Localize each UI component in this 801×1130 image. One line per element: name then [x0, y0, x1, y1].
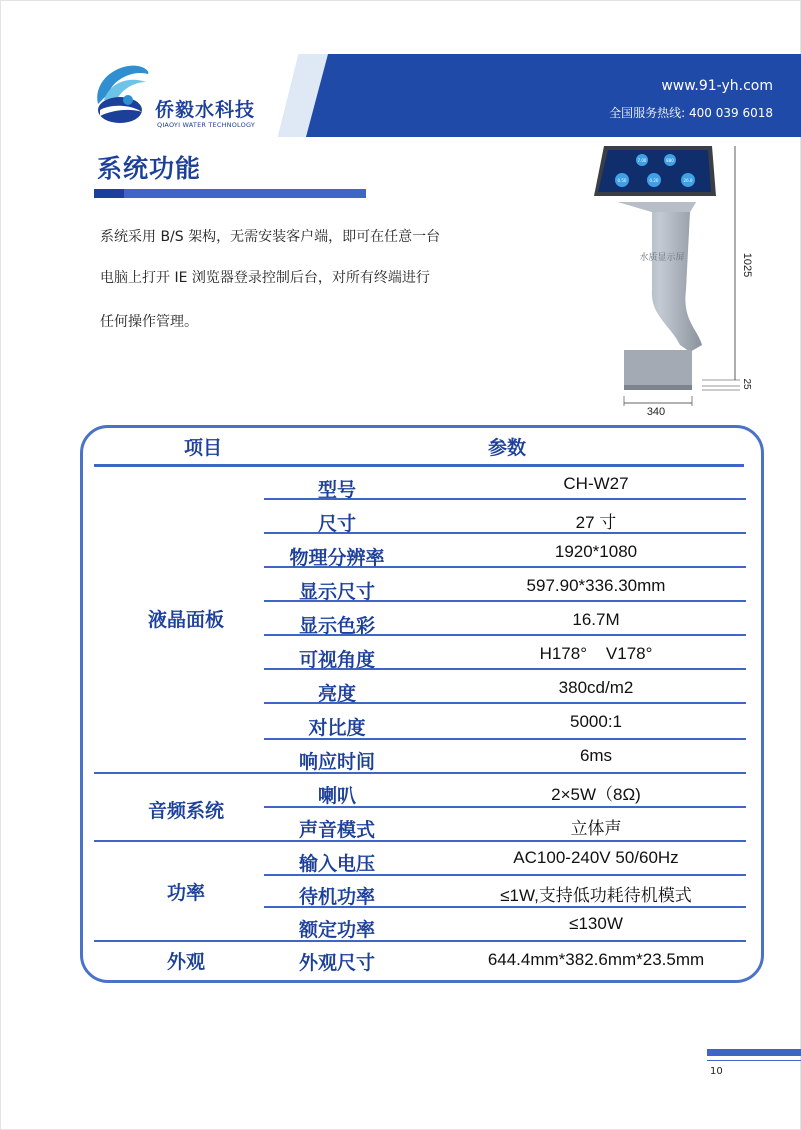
spec-item-brightness: 亮度	[317, 683, 356, 705]
section-divider	[94, 772, 746, 774]
spec-value-standby-power: ≤1W,支持低功耗待机模式	[500, 886, 692, 905]
spec-item-speaker: 喇叭	[317, 785, 356, 807]
screen-value-4: 0.20	[649, 178, 659, 183]
spec-value-resolution: 1920*1080	[554, 542, 638, 561]
spec-item-contrast: 对比度	[308, 717, 366, 739]
paragraph-line-2: 电脑上打开 IE 浏览器登录控制后台，对所有终端进行	[100, 270, 430, 286]
spec-value-input-voltage: AC100-240V 50/60Hz	[513, 848, 679, 867]
spec-value-model: CH-W27	[563, 474, 629, 493]
footer-accent-bar	[707, 1049, 801, 1056]
spec-item-dimensions: 外观尺寸	[298, 952, 375, 974]
spec-item-size: 尺寸	[317, 513, 356, 535]
dimension-height: 1025	[741, 252, 753, 278]
product-kiosk-image	[590, 140, 760, 420]
spec-item-sound-mode: 声音模式	[298, 819, 375, 841]
spec-value-size: 27 寸	[575, 513, 617, 532]
title-underline-accent	[94, 189, 124, 198]
dimension-width: 340	[646, 406, 666, 418]
section-title: 系统功能	[97, 154, 202, 183]
spec-value-display-size: 597.90*336.30mm	[526, 576, 666, 595]
spec-item-model: 型号	[317, 479, 356, 501]
screen-value-2: 880	[666, 158, 674, 163]
spec-item-input-voltage: 输入电压	[298, 853, 375, 875]
spec-value-dimensions: 644.4mm*382.6mm*23.5mm	[487, 950, 705, 969]
header-divider	[94, 464, 744, 467]
spec-value-contrast: 5000:1	[570, 712, 622, 731]
spec-item-color: 显示色彩	[298, 615, 375, 637]
spec-item-standby-power: 待机功率	[298, 886, 375, 908]
service-hotline: 全国服务热线: 400 039 6018	[609, 106, 773, 120]
screen-value-3: 0.50	[617, 178, 627, 183]
spec-item-viewing-angle: 可视角度	[298, 649, 375, 671]
page-number: 10	[710, 1066, 723, 1077]
spec-value-response-time: 6ms	[579, 746, 613, 765]
spec-item-display-size: 显示尺寸	[298, 581, 375, 603]
kiosk-body-label: 水质显示屏	[639, 253, 685, 263]
spec-item-response-time: 响应时间	[298, 751, 375, 773]
header-band	[306, 54, 801, 137]
paragraph-line-3: 任何操作管理。	[100, 314, 198, 330]
spec-value-viewing-angle: H178° V178°	[539, 644, 653, 663]
spec-item-resolution: 物理分辨率	[289, 547, 385, 569]
paragraph-line-1: 系统采用 B/S 架构，无需安装客户端，即可在任意一台	[100, 229, 441, 245]
dimension-base-height: 25	[741, 378, 752, 390]
title-underline	[94, 189, 366, 198]
category-lcd-panel: 液晶面板	[147, 609, 224, 631]
screen-value-5: 26.0	[683, 178, 693, 183]
logo-name-en: QIAOYI WATER TECHNOLOGY	[157, 121, 256, 129]
table-header-params: 参数	[487, 437, 526, 459]
section-divider	[94, 940, 746, 942]
footer-rule	[707, 1060, 801, 1061]
logo-name-cn: 侨毅水科技	[155, 99, 256, 121]
spec-value-color: 16.7M	[572, 610, 620, 629]
spec-value-sound-mode: 立体声	[570, 819, 622, 838]
website-url: www.91-yh.com	[661, 78, 773, 94]
spec-item-rated-power: 额定功率	[298, 919, 375, 941]
spec-value-rated-power: ≤130W	[569, 914, 623, 933]
category-appearance: 外观	[166, 951, 205, 973]
table-header-item: 项目	[183, 437, 222, 459]
company-logo-icon	[90, 60, 152, 130]
spec-value-brightness: 380cd/m2	[558, 678, 634, 697]
section-divider	[94, 840, 746, 842]
screen-value-1: 7.00	[637, 158, 647, 163]
category-power: 功率	[166, 882, 205, 904]
spec-value-speaker: 2×5W（8Ω)	[551, 785, 641, 804]
category-audio: 音频系统	[147, 800, 224, 822]
